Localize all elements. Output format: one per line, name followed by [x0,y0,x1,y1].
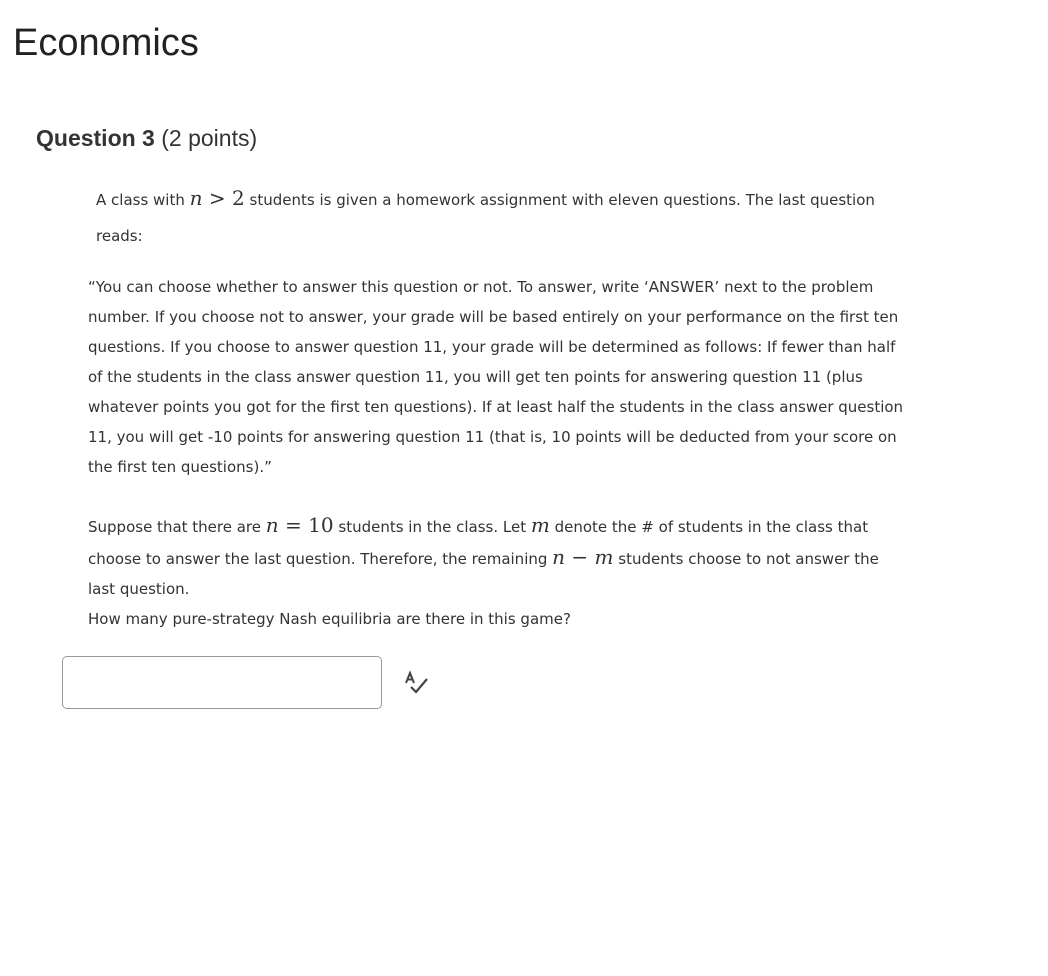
math-m: m [530,513,550,537]
quote-line: 11, you will get -10 points for answering question 11 (that is, 10 points will be deducted from your score on [88,428,897,446]
quote-line: the first ten questions).” [88,458,272,476]
math-op: − [565,545,595,569]
question-quote [88,272,903,482]
math-n: n [265,513,279,537]
quote-line: questions. If you choose to answer question 11, your grade will be determined as follows: If fewer than half [88,338,896,356]
math-2: 2 [232,186,245,210]
text: denote the # of students in the class that [549,518,869,536]
math-n: n [189,186,203,210]
question-prompt [88,510,879,634]
spellcheck-icon[interactable] [402,668,432,698]
math-n: n [552,545,566,569]
question-label: Question 3 [36,125,155,151]
page-title: Economics [13,22,199,64]
math-10: 10 [308,513,334,537]
question-points: (2 points) [161,125,258,151]
question-heading [36,125,257,152]
quote-line: of the students in the class answer question 11, you will get ten points for answering question 11 (plus [88,368,863,386]
math-op: > [202,186,233,210]
question-intro [96,180,875,254]
question-text: How many pure-strategy Nash equilibria are there in this game? [88,610,571,628]
text: choose to answer the last question. Therefore, the remaining [88,550,553,568]
text: A class with [96,191,190,209]
text: students is given a homework assignment with eleven questions. The last question [244,191,875,209]
answer-input[interactable] [62,656,382,709]
text: students choose to not answer the [613,550,879,568]
math-m: m [594,545,614,569]
text: last question. [88,580,190,598]
text: Suppose that there are [88,518,266,536]
quote-line: “You can choose whether to answer this question or not. To answer, write ‘ANSWER’ next to the problem [88,278,874,296]
math-op: = [278,513,309,537]
text: reads: [96,227,143,245]
text: students in the class. Let [333,518,531,536]
quote-line: whatever points you got for the first ten questions). If at least half the students in the class answer question [88,398,904,416]
quote-line: number. If you choose not to answer, your grade will be based entirely on your performance on the first ten [88,308,899,326]
